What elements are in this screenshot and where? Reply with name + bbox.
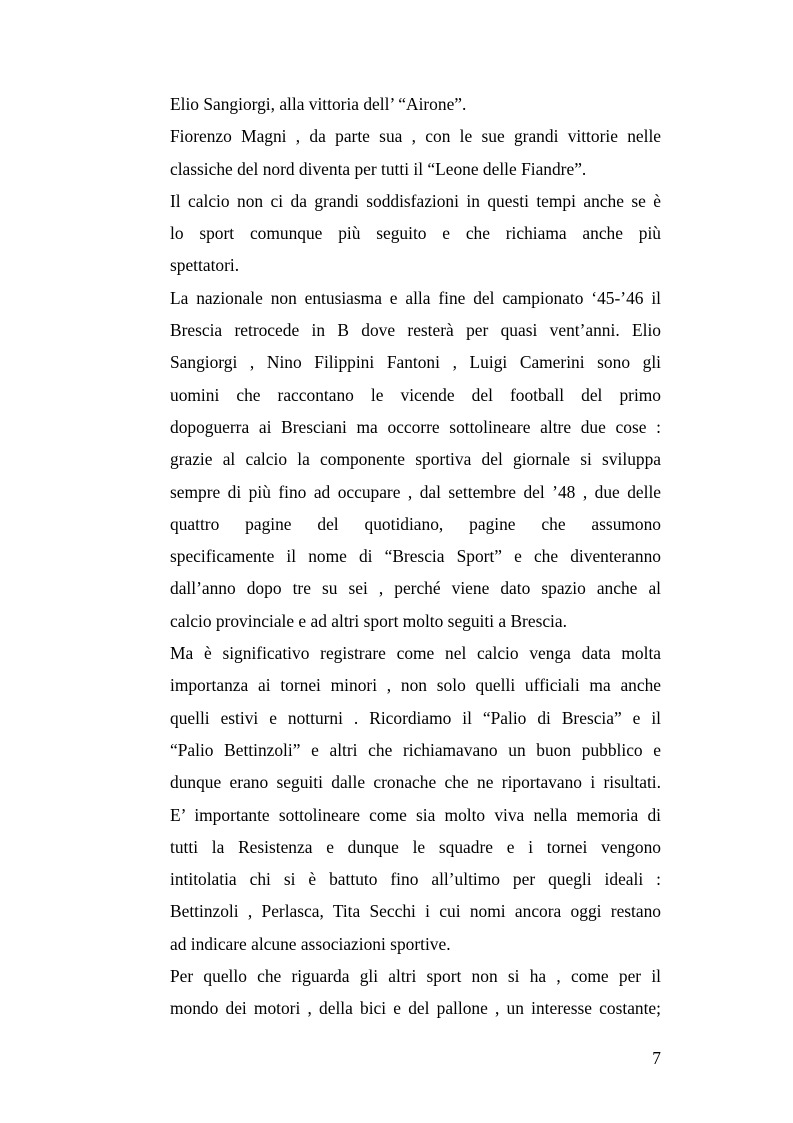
- text-line: Fiorenzo Magni , da parte sua , con le sue grandi vittorie nelle: [170, 126, 661, 147]
- text-line: grazie al calcio la componente sportiva del giornale si sviluppa: [170, 449, 661, 470]
- text-line: E’ importante sottolineare come sia molto viva nella memoria di: [170, 804, 661, 825]
- text-line: dunque erano seguiti dalle cronache che ne riportavano i risultati.: [170, 772, 661, 793]
- text-line: Il calcio non ci da grandi soddisfazioni in questi tempi anche se è: [170, 190, 661, 211]
- text-line: Bettinzoli , Perlasca, Tita Secchi i cui nomi ancora oggi restano: [170, 901, 661, 922]
- text-line: dall’anno dopo tre su sei , perché viene dato spazio anche al: [170, 578, 661, 599]
- text-line: “Palio Bettinzoli” e altri che richiamavano un buon pubblico e: [170, 739, 661, 760]
- text-line: La nazionale non entusiasma e alla fine del campionato ‘45-’46 il: [170, 287, 661, 308]
- text-line: mondo dei motori , della bici e del pallone , un interesse costante;: [170, 998, 661, 1019]
- text-line: classiche del nord diventa per tutti il “Leone delle Fiandre”.: [170, 158, 587, 179]
- text-line: Sangiorgi , Nino Filippini Fantoni , Luigi Camerini sono gli: [170, 352, 661, 373]
- text-line: lo sport comunque più seguito e che richiama anche più: [170, 223, 661, 244]
- text-line: Brescia retrocede in B dove resterà per quasi vent’anni. Elio: [170, 320, 661, 341]
- text-line: sempre di più fino ad occupare , dal settembre del ’48 , due delle: [170, 481, 661, 502]
- text-line: tutti la Resistenza e dunque le squadre e i tornei vengono: [170, 836, 661, 857]
- text-line: specificamente il nome di “Brescia Sport” e che diventeranno: [170, 546, 661, 567]
- text-line: ad indicare alcune associazioni sportive.: [170, 933, 451, 954]
- text-line: Elio Sangiorgi, alla vittoria dell’ “Airone”.: [170, 94, 467, 114]
- page-number: 7: [652, 1048, 661, 1068]
- text-line: quattro pagine del quotidiano, pagine che assumono: [170, 513, 661, 534]
- text-line: Ma è significativo registrare come nel calcio venga data molta: [170, 643, 661, 664]
- text-line: uomini che raccontano le vicende del football del primo: [170, 384, 661, 405]
- text-line: calcio provinciale e ad altri sport molto seguiti a Brescia.: [170, 610, 567, 631]
- text-line: intitolatia chi si è battuto fino all’ultimo per quegli ideali :: [170, 869, 661, 890]
- text-line: Per quello che riguarda gli altri sport non si ha , come per il: [170, 966, 661, 987]
- text-line: dopoguerra ai Bresciani ma occorre sottolineare altre due cose :: [170, 416, 661, 437]
- text-line: spettatori.: [170, 255, 240, 276]
- text-line: quelli estivi e notturni . Ricordiamo il “Palio di Brescia” e il: [170, 707, 661, 728]
- body-text: [170, 88, 661, 1025]
- text-line: importanza ai tornei minori , non solo quelli ufficiali ma anche: [170, 675, 661, 696]
